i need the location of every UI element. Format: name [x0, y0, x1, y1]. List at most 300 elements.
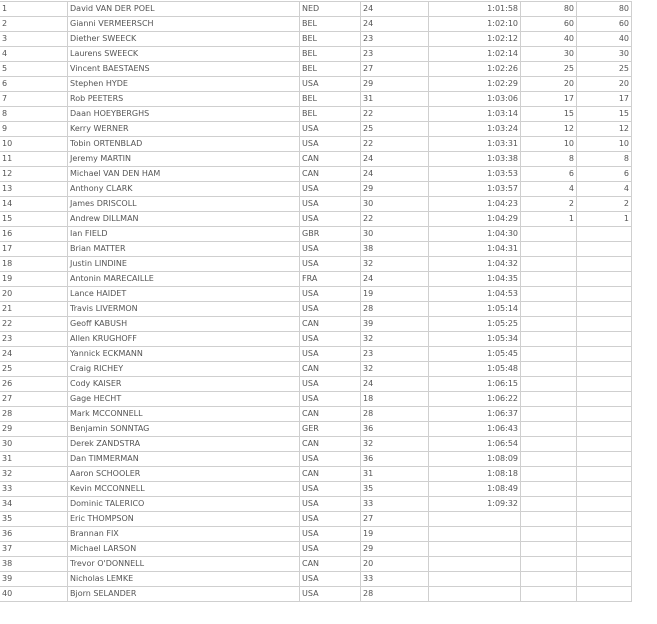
nationality-cell: BEL	[300, 92, 361, 107]
rider-name-cell: Justin LINDINE	[68, 257, 300, 272]
nationality-cell: USA	[300, 392, 361, 407]
rider-name-cell: Benjamin SONNTAG	[68, 422, 300, 437]
points-cell	[521, 572, 577, 587]
points-total-cell: 30	[577, 47, 632, 62]
place-cell: 10	[0, 137, 68, 152]
points-cell	[521, 302, 577, 317]
rider-name-cell: Michael LARSON	[68, 542, 300, 557]
nationality-cell: BEL	[300, 17, 361, 32]
rider-name-cell: Dominic TALERICO	[68, 497, 300, 512]
points-total-cell	[577, 422, 632, 437]
points-cell: 20	[521, 77, 577, 92]
finish-time-cell: 1:05:25	[429, 317, 521, 332]
table-row	[0, 392, 632, 407]
table-row	[0, 557, 632, 572]
points-cell	[521, 557, 577, 572]
rider-name-cell: James DRISCOLL	[68, 197, 300, 212]
points-cell	[521, 422, 577, 437]
rider-name-cell: Anthony CLARK	[68, 182, 300, 197]
place-cell: 4	[0, 47, 68, 62]
place-cell: 29	[0, 422, 68, 437]
place-cell: 21	[0, 302, 68, 317]
points-total-cell: 12	[577, 122, 632, 137]
points-total-cell: 17	[577, 92, 632, 107]
age-cell: 28	[361, 587, 429, 602]
points-cell	[521, 362, 577, 377]
table-row	[0, 407, 632, 422]
points-total-cell: 6	[577, 167, 632, 182]
points-total-cell: 4	[577, 182, 632, 197]
rider-name-cell: Michael VAN DEN HAM	[68, 167, 300, 182]
rider-name-cell: Mark MCCONNELL	[68, 407, 300, 422]
points-total-cell: 8	[577, 152, 632, 167]
place-cell: 8	[0, 107, 68, 122]
table-row	[0, 587, 632, 602]
place-cell: 13	[0, 182, 68, 197]
points-cell: 8	[521, 152, 577, 167]
place-cell: 16	[0, 227, 68, 242]
nationality-cell: GER	[300, 422, 361, 437]
rider-name-cell: Aaron SCHOOLER	[68, 467, 300, 482]
table-row	[0, 122, 632, 137]
age-cell: 19	[361, 287, 429, 302]
nationality-cell: CAN	[300, 167, 361, 182]
points-cell	[521, 512, 577, 527]
finish-time-cell: 1:02:26	[429, 62, 521, 77]
nationality-cell: NED	[300, 2, 361, 17]
nationality-cell: BEL	[300, 32, 361, 47]
table-row	[0, 527, 632, 542]
age-cell: 19	[361, 527, 429, 542]
finish-time-cell: 1:06:43	[429, 422, 521, 437]
points-total-cell	[577, 467, 632, 482]
table-row	[0, 437, 632, 452]
nationality-cell: USA	[300, 197, 361, 212]
points-total-cell	[577, 272, 632, 287]
table-row	[0, 107, 632, 122]
points-cell	[521, 407, 577, 422]
points-cell: 25	[521, 62, 577, 77]
points-cell	[521, 272, 577, 287]
place-cell: 30	[0, 437, 68, 452]
points-total-cell	[577, 572, 632, 587]
rider-name-cell: Ian FIELD	[68, 227, 300, 242]
points-total-cell: 25	[577, 62, 632, 77]
place-cell: 31	[0, 452, 68, 467]
finish-time-cell: 1:03:38	[429, 152, 521, 167]
table-row	[0, 497, 632, 512]
table-row	[0, 542, 632, 557]
nationality-cell: USA	[300, 287, 361, 302]
place-cell: 20	[0, 287, 68, 302]
age-cell: 24	[361, 167, 429, 182]
age-cell: 29	[361, 542, 429, 557]
nationality-cell: USA	[300, 182, 361, 197]
points-cell: 4	[521, 182, 577, 197]
place-cell: 19	[0, 272, 68, 287]
finish-time-cell: 1:03:31	[429, 137, 521, 152]
table-row	[0, 92, 632, 107]
nationality-cell: USA	[300, 212, 361, 227]
results-body	[0, 2, 632, 602]
table-row	[0, 227, 632, 242]
table-row	[0, 422, 632, 437]
rider-name-cell: Dan TIMMERMAN	[68, 452, 300, 467]
age-cell: 38	[361, 242, 429, 257]
nationality-cell: BEL	[300, 47, 361, 62]
age-cell: 30	[361, 197, 429, 212]
points-total-cell: 15	[577, 107, 632, 122]
finish-time-cell: 1:03:24	[429, 122, 521, 137]
points-total-cell	[577, 332, 632, 347]
table-row	[0, 302, 632, 317]
table-row	[0, 167, 632, 182]
place-cell: 36	[0, 527, 68, 542]
place-cell: 18	[0, 257, 68, 272]
finish-time-cell: 1:08:49	[429, 482, 521, 497]
nationality-cell: GBR	[300, 227, 361, 242]
table-row	[0, 242, 632, 257]
nationality-cell: USA	[300, 512, 361, 527]
nationality-cell: USA	[300, 347, 361, 362]
points-cell	[521, 452, 577, 467]
age-cell: 31	[361, 92, 429, 107]
age-cell: 32	[361, 332, 429, 347]
place-cell: 32	[0, 467, 68, 482]
place-cell: 15	[0, 212, 68, 227]
place-cell: 11	[0, 152, 68, 167]
age-cell: 31	[361, 467, 429, 482]
nationality-cell: CAN	[300, 362, 361, 377]
points-cell	[521, 392, 577, 407]
finish-time-cell: 1:04:23	[429, 197, 521, 212]
table-row	[0, 512, 632, 527]
points-cell	[521, 347, 577, 362]
finish-time-cell: 1:04:35	[429, 272, 521, 287]
table-row	[0, 317, 632, 332]
table-row	[0, 347, 632, 362]
place-cell: 37	[0, 542, 68, 557]
place-cell: 9	[0, 122, 68, 137]
age-cell: 33	[361, 497, 429, 512]
points-total-cell	[577, 257, 632, 272]
place-cell: 39	[0, 572, 68, 587]
nationality-cell: CAN	[300, 407, 361, 422]
age-cell: 36	[361, 422, 429, 437]
points-total-cell	[577, 302, 632, 317]
nationality-cell: USA	[300, 122, 361, 137]
finish-time-cell: 1:05:48	[429, 362, 521, 377]
rider-name-cell: Travis LIVERMON	[68, 302, 300, 317]
points-cell: 10	[521, 137, 577, 152]
points-cell	[521, 542, 577, 557]
points-cell: 12	[521, 122, 577, 137]
table-row	[0, 572, 632, 587]
points-total-cell	[577, 407, 632, 422]
points-total-cell	[577, 482, 632, 497]
place-cell: 6	[0, 77, 68, 92]
points-cell	[521, 497, 577, 512]
age-cell: 24	[361, 377, 429, 392]
points-total-cell	[577, 362, 632, 377]
points-cell: 6	[521, 167, 577, 182]
points-cell: 2	[521, 197, 577, 212]
points-cell	[521, 377, 577, 392]
rider-name-cell: Diether SWEECK	[68, 32, 300, 47]
age-cell: 36	[361, 452, 429, 467]
place-cell: 5	[0, 62, 68, 77]
rider-name-cell: Eric THOMPSON	[68, 512, 300, 527]
points-total-cell: 40	[577, 32, 632, 47]
points-total-cell	[577, 242, 632, 257]
finish-time-cell: 1:02:12	[429, 32, 521, 47]
points-total-cell: 2	[577, 197, 632, 212]
results-table	[0, 1, 632, 602]
points-cell	[521, 317, 577, 332]
points-cell: 60	[521, 17, 577, 32]
place-cell: 14	[0, 197, 68, 212]
points-total-cell: 80	[577, 2, 632, 17]
nationality-cell: USA	[300, 527, 361, 542]
points-cell	[521, 227, 577, 242]
age-cell: 25	[361, 122, 429, 137]
finish-time-cell	[429, 572, 521, 587]
points-total-cell	[577, 287, 632, 302]
finish-time-cell: 1:05:14	[429, 302, 521, 317]
rider-name-cell: Kevin MCCONNELL	[68, 482, 300, 497]
rider-name-cell: Daan HOEYBERGHS	[68, 107, 300, 122]
place-cell: 3	[0, 32, 68, 47]
nationality-cell: CAN	[300, 557, 361, 572]
points-cell	[521, 332, 577, 347]
finish-time-cell: 1:09:32	[429, 497, 521, 512]
finish-time-cell	[429, 527, 521, 542]
finish-time-cell	[429, 587, 521, 602]
finish-time-cell: 1:01:58	[429, 2, 521, 17]
table-row	[0, 332, 632, 347]
points-total-cell	[577, 377, 632, 392]
nationality-cell: CAN	[300, 467, 361, 482]
finish-time-cell	[429, 557, 521, 572]
table-row	[0, 272, 632, 287]
nationality-cell: USA	[300, 482, 361, 497]
points-cell	[521, 257, 577, 272]
finish-time-cell: 1:06:54	[429, 437, 521, 452]
age-cell: 30	[361, 227, 429, 242]
place-cell: 22	[0, 317, 68, 332]
finish-time-cell: 1:03:06	[429, 92, 521, 107]
age-cell: 27	[361, 512, 429, 527]
table-row	[0, 482, 632, 497]
rider-name-cell: Trevor O'DONNELL	[68, 557, 300, 572]
nationality-cell: USA	[300, 542, 361, 557]
finish-time-cell: 1:02:29	[429, 77, 521, 92]
points-total-cell: 60	[577, 17, 632, 32]
age-cell: 24	[361, 272, 429, 287]
place-cell: 33	[0, 482, 68, 497]
place-cell: 24	[0, 347, 68, 362]
age-cell: 33	[361, 572, 429, 587]
place-cell: 2	[0, 17, 68, 32]
finish-time-cell: 1:04:30	[429, 227, 521, 242]
age-cell: 32	[361, 437, 429, 452]
rider-name-cell: Lance HAIDET	[68, 287, 300, 302]
points-total-cell	[577, 452, 632, 467]
table-row	[0, 47, 632, 62]
nationality-cell: BEL	[300, 62, 361, 77]
points-total-cell	[577, 587, 632, 602]
finish-time-cell	[429, 512, 521, 527]
table-row	[0, 77, 632, 92]
nationality-cell: USA	[300, 497, 361, 512]
finish-time-cell: 1:02:14	[429, 47, 521, 62]
place-cell: 25	[0, 362, 68, 377]
rider-name-cell: Tobin ORTENBLAD	[68, 137, 300, 152]
finish-time-cell: 1:08:18	[429, 467, 521, 482]
rider-name-cell: Kerry WERNER	[68, 122, 300, 137]
age-cell: 32	[361, 362, 429, 377]
points-cell	[521, 527, 577, 542]
nationality-cell: CAN	[300, 152, 361, 167]
rider-name-cell: Craig RICHEY	[68, 362, 300, 377]
points-total-cell	[577, 527, 632, 542]
rider-name-cell: Allen KRUGHOFF	[68, 332, 300, 347]
nationality-cell: USA	[300, 77, 361, 92]
finish-time-cell: 1:03:57	[429, 182, 521, 197]
points-cell: 17	[521, 92, 577, 107]
nationality-cell: CAN	[300, 437, 361, 452]
points-total-cell	[577, 557, 632, 572]
rider-name-cell: Gage HECHT	[68, 392, 300, 407]
age-cell: 23	[361, 47, 429, 62]
age-cell: 35	[361, 482, 429, 497]
finish-time-cell: 1:08:09	[429, 452, 521, 467]
nationality-cell: USA	[300, 377, 361, 392]
age-cell: 28	[361, 407, 429, 422]
rider-name-cell: Yannick ECKMANN	[68, 347, 300, 362]
age-cell: 24	[361, 152, 429, 167]
age-cell: 32	[361, 257, 429, 272]
table-row	[0, 182, 632, 197]
rider-name-cell: Rob PEETERS	[68, 92, 300, 107]
finish-time-cell: 1:02:10	[429, 17, 521, 32]
place-cell: 1	[0, 2, 68, 17]
age-cell: 20	[361, 557, 429, 572]
age-cell: 27	[361, 62, 429, 77]
age-cell: 39	[361, 317, 429, 332]
nationality-cell: USA	[300, 257, 361, 272]
points-total-cell: 20	[577, 77, 632, 92]
points-total-cell: 1	[577, 212, 632, 227]
table-row	[0, 32, 632, 47]
rider-name-cell: Gianni VERMEERSCH	[68, 17, 300, 32]
table-row	[0, 212, 632, 227]
table-row	[0, 17, 632, 32]
points-cell	[521, 437, 577, 452]
points-cell: 80	[521, 2, 577, 17]
points-cell: 1	[521, 212, 577, 227]
points-cell	[521, 242, 577, 257]
points-total-cell	[577, 542, 632, 557]
points-cell	[521, 467, 577, 482]
rider-name-cell: Antonin MARECAILLE	[68, 272, 300, 287]
age-cell: 22	[361, 107, 429, 122]
table-row	[0, 467, 632, 482]
table-row	[0, 362, 632, 377]
points-total-cell	[577, 437, 632, 452]
rider-name-cell: Brannan FIX	[68, 527, 300, 542]
rider-name-cell: Geoff KABUSH	[68, 317, 300, 332]
finish-time-cell: 1:03:14	[429, 107, 521, 122]
rider-name-cell: Vincent BAESTAENS	[68, 62, 300, 77]
rider-name-cell: Jeremy MARTIN	[68, 152, 300, 167]
age-cell: 23	[361, 32, 429, 47]
place-cell: 35	[0, 512, 68, 527]
nationality-cell: USA	[300, 572, 361, 587]
table-row	[0, 2, 632, 17]
rider-name-cell: Cody KAISER	[68, 377, 300, 392]
points-total-cell	[577, 317, 632, 332]
age-cell: 29	[361, 182, 429, 197]
place-cell: 27	[0, 392, 68, 407]
nationality-cell: USA	[300, 242, 361, 257]
points-cell	[521, 287, 577, 302]
finish-time-cell	[429, 542, 521, 557]
nationality-cell: FRA	[300, 272, 361, 287]
points-cell: 40	[521, 32, 577, 47]
nationality-cell: CAN	[300, 317, 361, 332]
nationality-cell: USA	[300, 452, 361, 467]
table-row	[0, 377, 632, 392]
age-cell: 22	[361, 137, 429, 152]
age-cell: 29	[361, 77, 429, 92]
finish-time-cell: 1:03:53	[429, 167, 521, 182]
rider-name-cell: Brian MATTER	[68, 242, 300, 257]
points-cell: 30	[521, 47, 577, 62]
place-cell: 17	[0, 242, 68, 257]
table-row	[0, 452, 632, 467]
finish-time-cell: 1:06:22	[429, 392, 521, 407]
finish-time-cell: 1:06:15	[429, 377, 521, 392]
age-cell: 18	[361, 392, 429, 407]
age-cell: 24	[361, 17, 429, 32]
place-cell: 38	[0, 557, 68, 572]
place-cell: 26	[0, 377, 68, 392]
points-cell: 15	[521, 107, 577, 122]
points-total-cell	[577, 497, 632, 512]
finish-time-cell: 1:05:45	[429, 347, 521, 362]
points-cell	[521, 482, 577, 497]
points-total-cell	[577, 227, 632, 242]
age-cell: 23	[361, 347, 429, 362]
finish-time-cell: 1:05:34	[429, 332, 521, 347]
place-cell: 28	[0, 407, 68, 422]
age-cell: 24	[361, 2, 429, 17]
nationality-cell: BEL	[300, 107, 361, 122]
nationality-cell: USA	[300, 332, 361, 347]
table-row	[0, 287, 632, 302]
place-cell: 40	[0, 587, 68, 602]
rider-name-cell: Derek ZANDSTRA	[68, 437, 300, 452]
rider-name-cell: Laurens SWEECK	[68, 47, 300, 62]
points-total-cell	[577, 392, 632, 407]
age-cell: 28	[361, 302, 429, 317]
place-cell: 23	[0, 332, 68, 347]
points-total-cell: 10	[577, 137, 632, 152]
age-cell: 22	[361, 212, 429, 227]
finish-time-cell: 1:04:32	[429, 257, 521, 272]
table-row	[0, 152, 632, 167]
